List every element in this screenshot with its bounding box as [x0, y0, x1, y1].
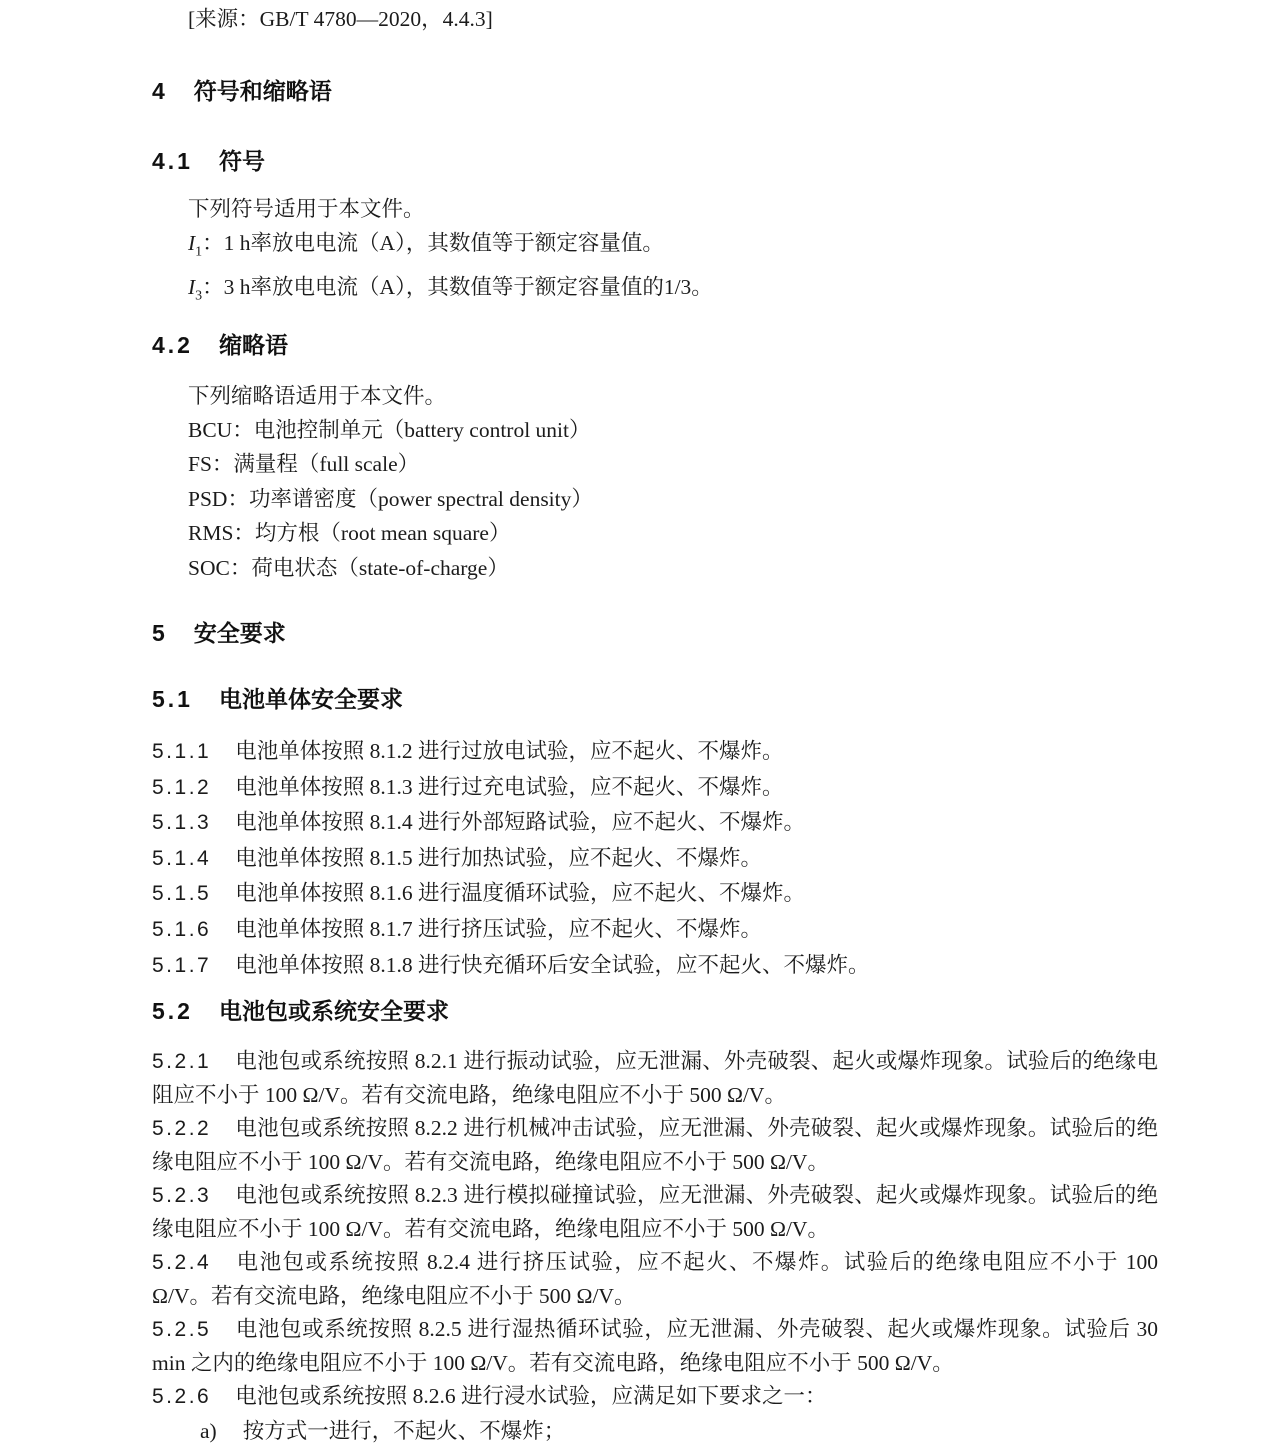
section-4-number: 4 [152, 78, 168, 104]
section-4-1-number: 4.1 [152, 148, 193, 174]
clause-number: 5.1.1 [152, 740, 212, 764]
symbol-subscript: 1 [195, 244, 203, 260]
clause-text: 电池单体按照 8.1.3 进行过充电试验，应不起火、不爆炸。 [235, 774, 784, 799]
clause-text: 电池单体按照 8.1.5 进行加热试验，应不起火、不爆炸。 [235, 845, 762, 870]
clause-item-5-2-2 [152, 1112, 1158, 1179]
clause-number: 5.1.5 [152, 882, 212, 906]
symbol-description: ：3 h率放电电流（A），其数值等于额定容量值的1/3。 [202, 274, 713, 299]
clause-item-5-2-1 [152, 1045, 1158, 1112]
clause-text: 电池包或系统按照 8.2.1 进行振动试验，应无泄漏、外壳破裂、起火或爆炸现象。试验后的绝缘电阻应不小于 100 Ω/V。若有交流电路，绝缘电阻应不小于 500 Ω/V。 [152, 1049, 1158, 1107]
clause-text: 电池包或系统按照 8.2.3 进行模拟碰撞试验，应无泄漏、外壳破裂、起火或爆炸现象。试验后的绝缘电阻应不小于 100 Ω/V。若有交流电路，绝缘电阻应不小于 500 Ω/V。 [152, 1183, 1158, 1241]
section-4-title: 符号和缩略语 [193, 78, 332, 104]
clause-number: 5.2.6 [152, 1385, 212, 1409]
section-5-heading [152, 616, 1158, 650]
clause-number: 5.2.3 [152, 1184, 212, 1208]
clause-number: 5.2.2 [152, 1117, 212, 1141]
clause-text: 电池单体按照 8.1.8 进行快充循环后安全试验，应不起火、不爆炸。 [235, 952, 870, 977]
symbol-definition-i1 [152, 226, 1158, 270]
clause-item-5-1-6 [152, 912, 1158, 948]
clause-text: 电池单体按照 8.1.7 进行挤压试验，应不起火、不爆炸。 [235, 917, 762, 942]
symbol-letter: I [188, 274, 196, 299]
section-4-2-number: 4.2 [152, 331, 193, 358]
section-5-2-number: 5.2 [152, 998, 193, 1025]
section-4-1-heading [152, 144, 1158, 178]
clause-text: 电池包或系统按照 8.2.4 进行挤压试验，应不起火、不爆炸。试验后的绝缘电阻应不小于 100 Ω/V。若有交流电路，绝缘电阻应不小于 500 Ω/V。 [152, 1250, 1158, 1308]
abbreviation-item-bcu: BCU：电池控制单元（battery control unit） [188, 417, 591, 442]
clause-text: 电池包或系统按照 8.2.6 进行浸水试验，应满足如下要求之一： [235, 1384, 827, 1409]
clause-text: 电池单体按照 8.1.4 进行外部短路试验，应不起火、不爆炸。 [235, 810, 805, 835]
section-4-heading [152, 74, 1158, 108]
clause-number: 5.2.1 [152, 1050, 212, 1074]
clause-text: 电池包或系统按照 8.2.2 进行机械冲击试验，应无泄漏、外壳破裂、起火或爆炸现象。试验后的绝缘电阻应不小于 100 Ω/V。若有交流电路，绝缘电阻应不小于 500 Ω/V。 [152, 1116, 1158, 1174]
clause-item-5-2-4 [152, 1246, 1158, 1313]
section-4-2-heading [152, 328, 1158, 362]
clause-item-5-2-5 [152, 1313, 1158, 1380]
abbreviation-item-fs: FS：满量程（full scale） [188, 452, 420, 477]
section-5-1-title: 电池单体安全要求 [218, 686, 403, 713]
abbreviation-item-soc: SOC：荷电状态（state-of-charge） [188, 555, 509, 580]
symbol-description: ：1 h率放电电流（A），其数值等于额定容量值。 [202, 231, 664, 255]
source-reference: [来源：GB/T 4780—2020，4.4.3] [188, 7, 493, 31]
clause-number: 5.1.2 [152, 775, 212, 799]
clause-text: 电池单体按照 8.1.6 进行温度循环试验，应不起火、不爆炸。 [235, 881, 805, 906]
clause-number: 5.1.4 [152, 846, 212, 870]
clause-text: 电池单体按照 8.1.2 进行过放电试验，应不起火、不爆炸。 [235, 739, 784, 764]
clause-item-5-1-1 [152, 734, 1158, 770]
abbreviation-item-psd: PSD：功率谱密度（power spectral density） [188, 486, 593, 511]
abbreviation-item-rms: RMS：均方根（root mean square） [188, 521, 511, 546]
cell-safety-clause-list [152, 734, 1158, 983]
clause-item-5-1-3 [152, 805, 1158, 841]
section-4-2-title: 缩略语 [218, 331, 288, 358]
list-item-marker: a) [200, 1418, 217, 1443]
clause-item-5-1-7 [152, 948, 1158, 984]
clause-item-5-1-5 [152, 876, 1158, 912]
abbreviations-intro-paragraph: 下列缩略语适用于本文件。 [188, 383, 447, 408]
clause-item-5-1-2 [152, 770, 1158, 806]
section-5-title: 安全要求 [193, 620, 286, 647]
symbols-intro-paragraph: 下列符号适用于本文件。 [188, 197, 425, 221]
section-5-2-heading [152, 994, 1158, 1028]
symbol-letter: I [188, 231, 196, 255]
section-4-1-title: 符号 [218, 148, 265, 174]
pack-safety-clause-list [152, 1045, 1158, 1448]
section-5-number: 5 [152, 620, 168, 647]
section-5-1-number: 5.1 [152, 686, 193, 713]
section-5-1-heading [152, 682, 1158, 716]
list-item-text: 按方式一进行，不起火、不爆炸； [242, 1418, 566, 1443]
clause-number: 5.2.4 [152, 1251, 212, 1275]
clause-item-5-2-6 [152, 1380, 1158, 1414]
clause-item-5-1-4 [152, 841, 1158, 877]
clause-text: 电池包或系统按照 8.2.5 进行湿热循环试验，应无泄漏、外壳破裂、起火或爆炸现象。试验后 30 min 之内的绝缘电阻应不小于 100 Ω/V。若有交流电路，绝缘电阻应不小于 500 Ω/V。 [152, 1317, 1158, 1375]
clause-number: 5.1.6 [152, 918, 212, 942]
clause-number: 5.1.3 [152, 811, 212, 835]
sub-list-item-a [152, 1414, 1158, 1448]
symbol-definition-i3 [152, 270, 1158, 314]
clause-number: 5.2.5 [152, 1318, 212, 1342]
clause-number: 5.1.7 [152, 953, 212, 977]
clause-item-5-2-3 [152, 1179, 1158, 1246]
symbol-subscript: 3 [195, 288, 203, 304]
section-5-2-title: 电池包或系统安全要求 [218, 998, 449, 1025]
